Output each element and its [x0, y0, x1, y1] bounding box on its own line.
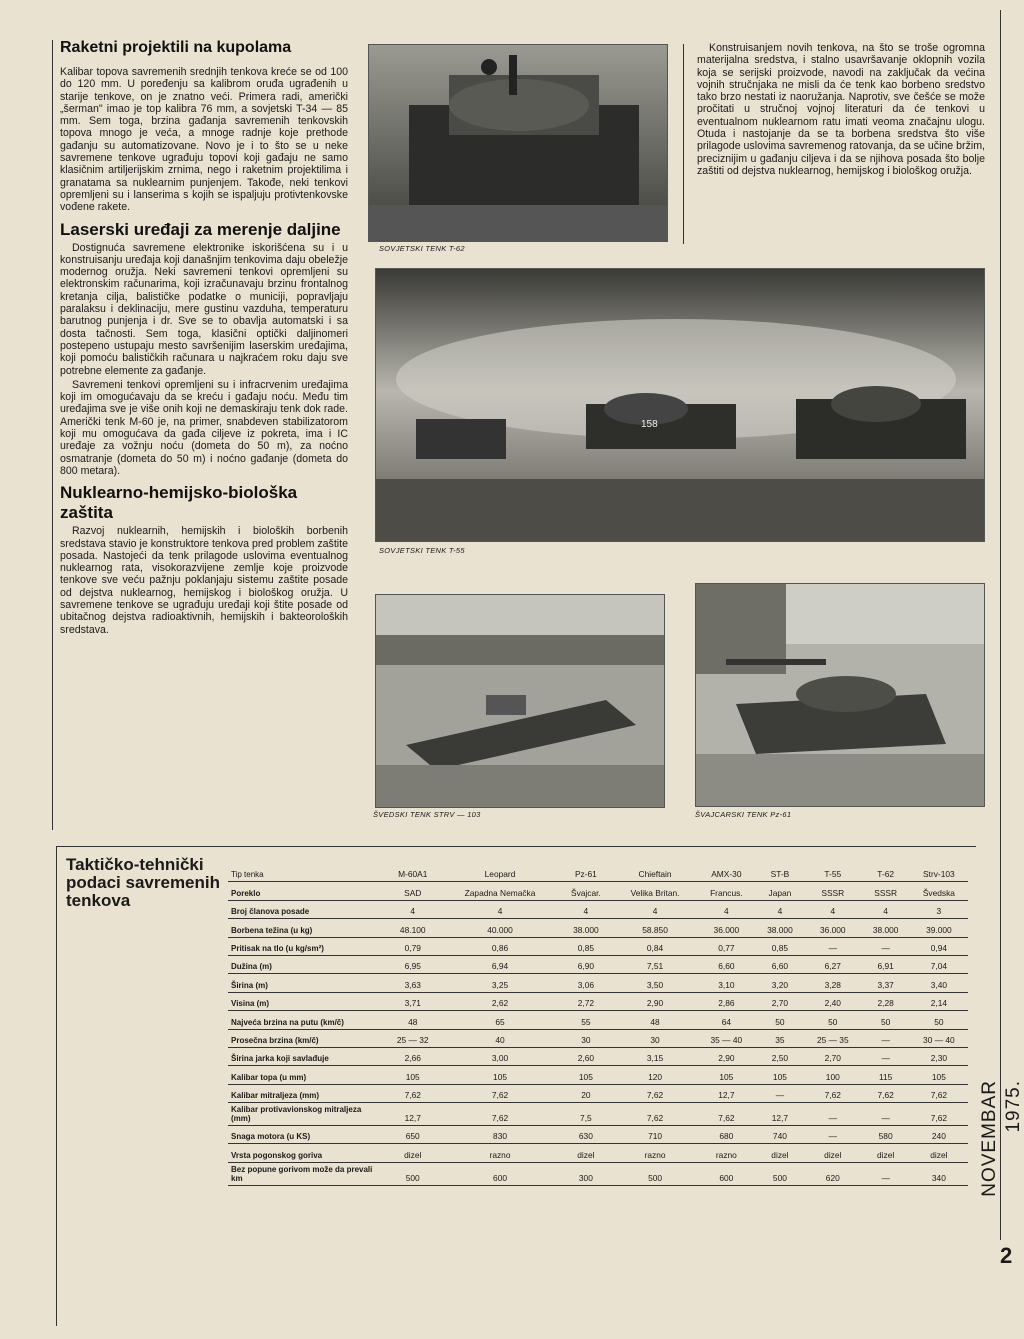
- table-cell: 0,86: [441, 937, 558, 955]
- table-row: [228, 1162, 968, 1185]
- table-cell: 64: [697, 1011, 756, 1029]
- table-cell: 3: [910, 900, 968, 918]
- table-cell: 35 — 40: [697, 1029, 756, 1047]
- row-label: Dužina (m): [228, 955, 384, 973]
- table-cell: 50: [910, 1011, 968, 1029]
- column-header: Chieftain: [613, 864, 697, 882]
- table-cell: 0,94: [910, 937, 968, 955]
- table-cell: 7,62: [441, 1084, 558, 1102]
- table-cell: 7,62: [613, 1084, 697, 1102]
- table-cell: 50: [804, 1011, 861, 1029]
- table-cell: —: [804, 1126, 861, 1144]
- table-cell: —: [804, 937, 861, 955]
- table-cell: 120: [613, 1066, 697, 1084]
- table-cell: —: [862, 1047, 910, 1065]
- table-cell: 7,04: [910, 955, 968, 973]
- table-cell: 40.000: [441, 919, 558, 937]
- row-label: Kalibar mitraljeza (mm): [228, 1084, 384, 1102]
- table-cell: 6,91: [862, 955, 910, 973]
- column-header: ST-B: [756, 864, 804, 882]
- table-cell: 6,94: [441, 955, 558, 973]
- table-cell: 3,37: [862, 974, 910, 992]
- table-cell: 105: [697, 1066, 756, 1084]
- table-cell: 3,00: [441, 1047, 558, 1065]
- table-cell: 48.100: [384, 919, 441, 937]
- table-row: [228, 974, 968, 992]
- table-rule-top: [56, 846, 976, 847]
- table-cell: 105: [910, 1066, 968, 1084]
- table-cell: 500: [613, 1162, 697, 1185]
- table-cell: 30: [613, 1029, 697, 1047]
- table-cell: 300: [559, 1162, 614, 1185]
- table-cell: 2,50: [756, 1047, 804, 1065]
- table-row: [228, 1126, 968, 1144]
- table-cell: 7,51: [613, 955, 697, 973]
- table-row: [228, 919, 968, 937]
- table-cell: 3,06: [559, 974, 614, 992]
- table-cell: Švajcar.: [559, 882, 614, 900]
- table-cell: 830: [441, 1126, 558, 1144]
- photo-t55: [375, 268, 985, 542]
- table-cell: 55: [559, 1011, 614, 1029]
- row-label: Broj članova posade: [228, 900, 384, 918]
- table-cell: 4: [804, 900, 861, 918]
- table-cell: 3,40: [910, 974, 968, 992]
- table-cell: 6,27: [804, 955, 861, 973]
- photo-pz61: [695, 583, 985, 807]
- table-cell: 2,28: [862, 992, 910, 1010]
- table-cell: 500: [756, 1162, 804, 1185]
- table-cell: —: [862, 1029, 910, 1047]
- table-cell: 3,10: [697, 974, 756, 992]
- table-cell: 4: [862, 900, 910, 918]
- tank-number: 158: [641, 419, 658, 430]
- table-cell: razno: [613, 1144, 697, 1162]
- table-cell: 6,60: [697, 955, 756, 973]
- table-cell: Zapadna Nemačka: [441, 882, 558, 900]
- table-cell: 2,86: [697, 992, 756, 1010]
- table-row: [228, 1011, 968, 1029]
- table-cell: 2,72: [559, 992, 614, 1010]
- row-label: Borbena težina (u kg): [228, 919, 384, 937]
- table-cell: 40: [441, 1029, 558, 1047]
- table-title: Taktičko-tehnički podaci savremenih tenkova: [66, 855, 221, 910]
- row-label: Vrsta pogonskog goriva: [228, 1144, 384, 1162]
- row-label: Pritisak na tlo (u kg/sm²): [228, 937, 384, 955]
- side-date: NOVEMBAR 1975.: [979, 1080, 1024, 1197]
- table-cell: 105: [559, 1066, 614, 1084]
- paragraph-raketni: Kalibar topova savremenih srednjih tenkova kreće se od 100 do 120 mm. U poređenju sa kalibrom oruđa ugrađenih u starije tenkove, on je znatno veći. Primera radi, američki „šerman" imao je top kalibra 76 mm, a sovjetski T-34 — 85 mm. Sem toga, brzina gađanja savremenih tenkovskih topova mnogo je veća, a mnoge radnje koje prethode gađanju su automatizovane. Novo je i to što se u neke savremene tenkove ugrađuju topovi koji gađaju ne samo klasičnim artiljerijskim zrnima, nego i raketnim projektilima i granatama sa nuklearnim punjenjem. Takođe, neki tenkovi opremljeni su i lanserima s kojih se ispaljuju protivtenkovske vođene rakete.: [60, 66, 348, 214]
- table-cell: 25 — 32: [384, 1029, 441, 1047]
- table-row: [228, 1084, 968, 1102]
- table-cell: 38.000: [756, 919, 804, 937]
- table-cell: 3,63: [384, 974, 441, 992]
- table-cell: 20: [559, 1084, 614, 1102]
- table-cell: Japan: [756, 882, 804, 900]
- table-cell: 12,7: [697, 1084, 756, 1102]
- table-cell: dizel: [384, 1144, 441, 1162]
- table-cell: 4: [613, 900, 697, 918]
- table-row: [228, 1047, 968, 1065]
- right-column: [697, 42, 985, 179]
- table-cell: —: [862, 1103, 910, 1126]
- table-cell: 0,84: [613, 937, 697, 955]
- column-rule-right: [683, 44, 684, 244]
- column-header: M-60A1: [384, 864, 441, 882]
- table-row: [228, 937, 968, 955]
- table-cell: 12,7: [756, 1103, 804, 1126]
- table-cell: 30 — 40: [910, 1029, 968, 1047]
- table-cell: 2,70: [756, 992, 804, 1010]
- row-label: Visina (m): [228, 992, 384, 1010]
- row-label: Širina (m): [228, 974, 384, 992]
- table-rule-left: [56, 846, 57, 1326]
- table-row: [228, 882, 968, 900]
- table-row: [228, 1144, 968, 1162]
- column-header: T-55: [804, 864, 861, 882]
- table-cell: 3,28: [804, 974, 861, 992]
- photo-strv: [375, 594, 665, 808]
- table-cell: 4: [384, 900, 441, 918]
- table-cell: 240: [910, 1126, 968, 1144]
- table-cell: 500: [384, 1162, 441, 1185]
- row-label: Snaga motora (u KS): [228, 1126, 384, 1144]
- table-cell: 2,70: [804, 1047, 861, 1065]
- table-cell: dizel: [559, 1144, 614, 1162]
- table-cell: SSSR: [862, 882, 910, 900]
- table-cell: 2,90: [613, 992, 697, 1010]
- table-cell: razno: [697, 1144, 756, 1162]
- table-cell: 2,14: [910, 992, 968, 1010]
- table-cell: 48: [613, 1011, 697, 1029]
- column-rule-left: [52, 40, 53, 830]
- table-cell: —: [862, 1162, 910, 1185]
- table-cell: 7,5: [559, 1103, 614, 1126]
- table-cell: 36.000: [697, 919, 756, 937]
- table-cell: dizel: [804, 1144, 861, 1162]
- table-cell: —: [804, 1103, 861, 1126]
- table-cell: razno: [441, 1144, 558, 1162]
- row-label: Bez popune gorivom može da prevali km: [228, 1162, 384, 1185]
- table-cell: 4: [441, 900, 558, 918]
- table-row: [228, 1103, 968, 1126]
- table-cell: 710: [613, 1126, 697, 1144]
- table-cell: 3,71: [384, 992, 441, 1010]
- table-cell: 580: [862, 1126, 910, 1144]
- table-cell: 600: [697, 1162, 756, 1185]
- heading-nuklearno: Nuklearno-hemijsko-biološka zaštita: [60, 483, 298, 523]
- table-cell: 65: [441, 1011, 558, 1029]
- table-cell: 7,62: [910, 1103, 968, 1126]
- table-cell: 0,85: [559, 937, 614, 955]
- left-column: [60, 38, 348, 638]
- table-row: [228, 955, 968, 973]
- tank-pz61-image: [696, 584, 984, 806]
- table-cell: 25 — 35: [804, 1029, 861, 1047]
- table-cell: 35: [756, 1029, 804, 1047]
- table-cell: 650: [384, 1126, 441, 1144]
- table-cell: 39.000: [910, 919, 968, 937]
- photo-t62: [368, 44, 668, 242]
- page-number: 2: [1000, 1243, 1013, 1268]
- table-cell: SAD: [384, 882, 441, 900]
- table-cell: 3,20: [756, 974, 804, 992]
- table-cell: 740: [756, 1126, 804, 1144]
- table-cell: 12,7: [384, 1103, 441, 1126]
- table-cell: 38.000: [862, 919, 910, 937]
- table-cell: 105: [384, 1066, 441, 1084]
- table-cell: dizel: [756, 1144, 804, 1162]
- row-label: Kalibar topa (u mm): [228, 1066, 384, 1084]
- table-cell: —: [756, 1084, 804, 1102]
- table-cell: 3,25: [441, 974, 558, 992]
- tank-t55-image: [376, 269, 984, 541]
- tank-t62-image: [369, 45, 667, 241]
- table-cell: 2,40: [804, 992, 861, 1010]
- paragraph-nuklearno: Razvoj nuklearnih, hemijskih i bioloških borbenih sredstava stavio je konstruktore tenkova pred problem zaštite posada. Nastojeći da tenk prilagode uslovima eventualnog nuklearnog rata, visokorazvijene zemlje koje proizvode tenkove sve veću pažnju poklanjaju sistemu zaštite posade od dejstva nuklearnog, hemijskog i biološkog oružja. U savremene tenkove se ugrađuju uređaji koji štite posade od ubitačnog dejstva radioaktivnih, hemijskih i bakteoroloških sredstava.: [60, 525, 348, 636]
- column-header: Strv-103: [910, 864, 968, 882]
- table-cell: 7,62: [697, 1103, 756, 1126]
- table-cell: 620: [804, 1162, 861, 1185]
- table-cell: 6,60: [756, 955, 804, 973]
- table-cell: 105: [756, 1066, 804, 1084]
- table-cell: 2,62: [441, 992, 558, 1010]
- table-cell: dizel: [910, 1144, 968, 1162]
- column-header: AMX-30: [697, 864, 756, 882]
- table-cell: 7,62: [862, 1084, 910, 1102]
- row-label: Širina jarka koji savlađuje: [228, 1047, 384, 1065]
- column-header: Pz-61: [559, 864, 614, 882]
- header-label: Tip tenka: [228, 864, 384, 882]
- table-cell: 4: [559, 900, 614, 918]
- table-cell: 0,79: [384, 937, 441, 955]
- table-cell: 38.000: [559, 919, 614, 937]
- table-cell: 2,30: [910, 1047, 968, 1065]
- heading-raketni: Raketni projektili na kupolama: [60, 39, 292, 56]
- table-cell: 100: [804, 1066, 861, 1084]
- table-cell: 48: [384, 1011, 441, 1029]
- table-cell: 7,62: [804, 1084, 861, 1102]
- table-row: [228, 1066, 968, 1084]
- table-cell: 340: [910, 1162, 968, 1185]
- table-cell: 7,62: [613, 1103, 697, 1126]
- table-cell: 4: [756, 900, 804, 918]
- caption-strv: ŠVEDSKI TENK STRV — 103: [373, 810, 481, 819]
- page-edge-rule: [1000, 10, 1001, 1240]
- row-label: Kalibar protivavionskog mitraljeza (mm): [228, 1103, 384, 1126]
- table-cell: Velika Britan.: [613, 882, 697, 900]
- table-cell: 630: [559, 1126, 614, 1144]
- table-cell: SSSR: [804, 882, 861, 900]
- column-header: T-62: [862, 864, 910, 882]
- table-header-row: [228, 864, 968, 882]
- table-cell: 115: [862, 1066, 910, 1084]
- table-cell: 680: [697, 1126, 756, 1144]
- column-header: Leopard: [441, 864, 558, 882]
- table-cell: 2,60: [559, 1047, 614, 1065]
- table-cell: 2,66: [384, 1047, 441, 1065]
- table-cell: 50: [862, 1011, 910, 1029]
- caption-pz61: ŠVAJCARSKI TENK Pz-61: [695, 810, 792, 819]
- table-cell: Francus.: [697, 882, 756, 900]
- table-cell: 4: [697, 900, 756, 918]
- table-row: [228, 1029, 968, 1047]
- table-cell: 7,62: [441, 1103, 558, 1126]
- table-cell: 6,90: [559, 955, 614, 973]
- paragraph-konstruisanjem: Konstruisanjem novih tenkova, na što se troše ogromna materijalna sredstva, i stalno usavršavanje oklopnih vozila koja se serijski proizvode, navodi na zaključak da većina vojnih stručnjaka ne misli da će tenk kao borbeno sredstvo tako brzo nestati iz naoružanja. Naprotiv, sve češće se može pročitati u stručnoj vojnoj literaturi da će tenkovi u eventualnom nuklearnom ratu imati veoma značajnu ulogu. Otuda i nastojanje da se ta borbena sredstva što više prilagode uslovima savremenog ratovanja, da se učine bržim, preciznijim u gađanju ciljeva i da se njihova posada što bolje zaštiti od dejstva nuklearnog, hemijskog i biološkog oružja.: [697, 42, 985, 177]
- row-label: Prosečna brzina (km/č): [228, 1029, 384, 1047]
- table-cell: 7,62: [384, 1084, 441, 1102]
- heading-laserski: Laserski uređaji za merenje daljine: [60, 219, 341, 239]
- row-label: Poreklo: [228, 882, 384, 900]
- table-row: [228, 900, 968, 918]
- table-cell: —: [862, 937, 910, 955]
- paragraph-laserski-2: Savremeni tenkovi opremljeni su i infracrvenim uređajima koji im omogućavaju da se kreću i gađaju noću. Među tim uređajima sve je više onih koji ne demaskiraju tenk dok rade. Američki tenk M-60 je, na primer, snabdeven stabilizatorom koji mu omogućava da gađa ciljeve iz pokreta, ima i IC uređaje za vožnju noću (dometa do 50 m), za noćno osmatranje (dometa do 50 m) i noćno gađanje (dometa do 800 metara).: [60, 378, 348, 477]
- caption-t62: SOVJETSKI TENK T-62: [379, 244, 465, 253]
- table-cell: 6,95: [384, 955, 441, 973]
- table-cell: 7,62: [910, 1084, 968, 1102]
- table-cell: 58.850: [613, 919, 697, 937]
- table-cell: 30: [559, 1029, 614, 1047]
- table-cell: 36.000: [804, 919, 861, 937]
- table-cell: 3,15: [613, 1047, 697, 1065]
- table-cell: 0,77: [697, 937, 756, 955]
- paragraph-laserski-1: Dostignuća savremene elektronike iskorišćena su i u konstruisanju uređaja koji današnjim tenkovima daju obeležje modernog oružja. Neki savremeni tenkovi opremljeni su elektronskim računarima, koji izračunavaju brzinu frontalnog kretanja cilja, balističke podatke o municiji, popravljaju paralaksu i deklinaciju, mere gustinu vazduha, temperaturu barutnog punjenja i dr. Sve se to obavlja automatski i sa dosta tačnosti. Sem toga, klasični optički daljinomeri postepeno ustupaju mesto savršenijim laserskim uređajima, koji pomoću balističkih računara u najkraćem roku daju sve potrebne elemente za gađanje.: [60, 241, 348, 377]
- table-cell: 2,90: [697, 1047, 756, 1065]
- table-cell: dizel: [862, 1144, 910, 1162]
- caption-t55: SOVJETSKI TENK T-55: [379, 546, 465, 555]
- table-cell: 0,85: [756, 937, 804, 955]
- specs-table: [228, 864, 968, 1186]
- table-cell: 50: [756, 1011, 804, 1029]
- row-label: Najveća brzina na putu (km/č): [228, 1011, 384, 1029]
- table-cell: 3,50: [613, 974, 697, 992]
- tank-strv-image: [376, 595, 664, 807]
- table-row: [228, 992, 968, 1010]
- table-cell: Švedska: [910, 882, 968, 900]
- table-cell: 105: [441, 1066, 558, 1084]
- table-cell: 600: [441, 1162, 558, 1185]
